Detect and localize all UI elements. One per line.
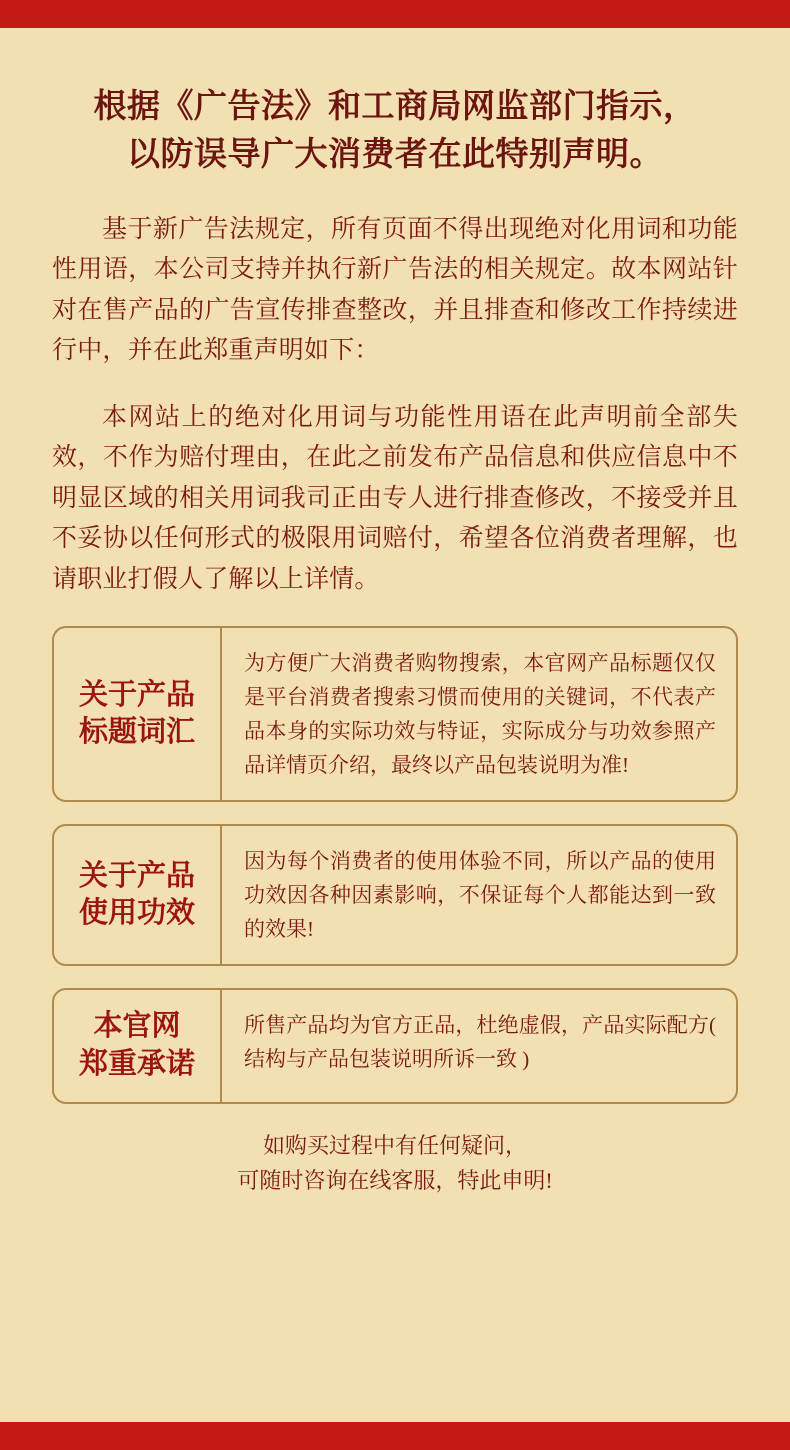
card-text: 为方便广大消费者购物搜索，本官网产品标题仅仅是平台消费者搜索习惯而使用的关键词，不代表产品本身的实际功效与特证，实际成分与功效参照产品详情页介绍，最终以产品包装说明为准!	[244, 651, 716, 778]
card-text: 所售产品均为官方正品，杜绝虚假，产品实际配方( 结构与产品包装说明所诉一致 )	[244, 1013, 716, 1072]
statement-card-list	[52, 626, 738, 1103]
card-title-line-2: 使用功效	[78, 897, 195, 930]
page-title	[52, 84, 738, 180]
statement-paper	[0, 28, 790, 1422]
card-title-line-2: 标题词汇	[78, 716, 195, 749]
page-title-line-1: 根据《广告法》和工商局网监部门指示，	[93, 89, 697, 125]
card-title-line-1: 本官网	[93, 1010, 181, 1043]
statement-card	[52, 988, 738, 1103]
statement-paragraph-2: 本网站上的绝对化用词与功能性用语在此声明前全部失效，不作为赔付理由，在此之前发布产品信息和供应信息中不明显区域的相关用词我司正由专人进行排查修改，不接受并且不妥协以任何形式的极限用词赔付，希望各位消费者理解，也请职业打假人了解以上详情。	[52, 403, 738, 593]
footer-line-1: 如购买过程中有任何疑问，	[262, 1132, 527, 1158]
statement-paragraph-1: 基于新广告法规定，所有页面不得出现绝对化用词和功能性用语，本公司支持并执行新广告法的相关规定。故本网站针对在售产品的广告宣传排查整改，并且排查和修改工作持续进行中，并在此郑重声明如下：	[52, 215, 738, 365]
statement-card	[52, 626, 738, 802]
footer-line-2: 可随时咨询在线客服，特此申明!	[237, 1167, 553, 1193]
card-title-line-2: 郑重承诺	[78, 1047, 195, 1080]
card-title-line-1: 关于产品	[78, 678, 195, 711]
card-title	[54, 628, 222, 800]
page-title-line-2: 以防误导广大消费者在此特别声明。	[127, 136, 663, 173]
card-title	[54, 990, 222, 1101]
statement-card	[52, 824, 738, 966]
card-title	[54, 826, 222, 964]
card-title-line-1: 关于产品	[78, 859, 195, 892]
statement-body	[52, 210, 738, 601]
card-text: 因为每个消费者的使用体验不同，所以产品的使用功效因各种因素影响，不保证每个人都能达到一致的效果!	[244, 849, 716, 942]
statement-footer	[52, 1128, 738, 1198]
